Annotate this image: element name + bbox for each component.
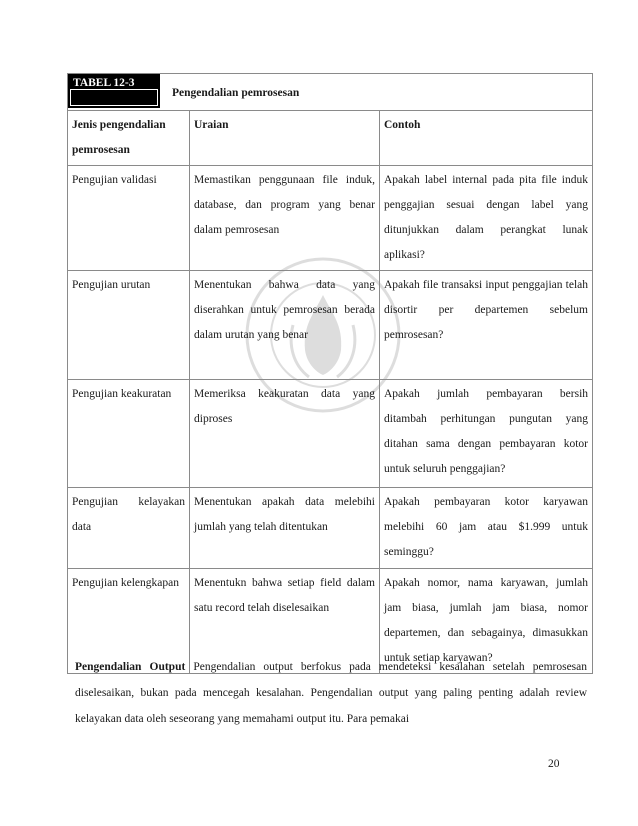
- control-type-cell: Pengujian keakuratan: [68, 380, 190, 488]
- description-cell: Memastikan penggunaan file induk, database, dan program yang benar dalam pemrosesan: [190, 166, 380, 271]
- example-cell: Apakah file transaksi input penggajian telah disortir per departemen sebelum pemrosesan?: [380, 271, 593, 380]
- description-cell: Menentukan apakah data melebihi jumlah yang telah ditentukan: [190, 488, 380, 569]
- table-caption: [68, 74, 593, 111]
- paragraph-text: Pengendalian output berfokus pada mendeteksi kesalahan setelah pemrosesan diselesaikan, bukan pada mencegah kesalahan. Pengendalian output yang paling penting adalah review kelayakan data oleh seseorang yang memahami output itu. Para pemakai: [75, 661, 588, 725]
- control-type-cell: Pengujian validasi: [68, 166, 190, 271]
- table-row: [68, 271, 593, 380]
- table-tag-text: TABEL 12-3: [73, 77, 135, 89]
- description-cell: Menentukan bahwa data yang diserahkan untuk pemrosesan berada dalam urutan yang benar: [190, 271, 380, 380]
- control-type-cell: Pengujian kelengkapan: [68, 569, 190, 674]
- page-number: 20: [548, 758, 560, 770]
- table-tag: [68, 74, 160, 108]
- example-cell: Apakah nomor, nama karyawan, jumlah jam biasa, jumlah jam biasa, nomor departemen, dan sebagainya, dimasukkan untuk setiap karyawan?: [380, 569, 593, 674]
- body-paragraph: [75, 654, 587, 732]
- column-header: Uraian: [190, 111, 380, 166]
- description-cell: Memeriksa keakuratan data yang diproses: [190, 380, 380, 488]
- description-cell: Menentukn bahwa setiap field dalam satu record telah diselesaikan: [190, 569, 380, 674]
- table-row: [68, 166, 593, 271]
- table-title: Pengendalian pemrosesan: [172, 87, 300, 99]
- processing-control-table: [67, 73, 593, 674]
- example-cell: Apakah pembayaran kotor karyawan melebihi 60 jam atau $1.999 untuk seminggu?: [380, 488, 593, 569]
- column-header: Contoh: [380, 111, 593, 166]
- table-header-row: [68, 111, 593, 166]
- column-header: Jenis pengendalian pemrosesan: [68, 111, 190, 166]
- table-row: [68, 488, 593, 569]
- control-type-cell: Pengujian urutan: [68, 271, 190, 380]
- table-row: [68, 380, 593, 488]
- paragraph-lead: Pengendalian Output: [75, 661, 186, 673]
- example-cell: Apakah label internal pada pita file induk penggajian sesuai dengan label yang ditunjukkan dalam perangkat lunak aplikasi?: [380, 166, 593, 271]
- control-type-cell: Pengujian kelayakan data: [68, 488, 190, 569]
- example-cell: Apakah jumlah pembayaran bersih ditambah perhitungan pungutan yang ditahan sama dengan pembayaran kotor untuk seluruh penggajian?: [380, 380, 593, 488]
